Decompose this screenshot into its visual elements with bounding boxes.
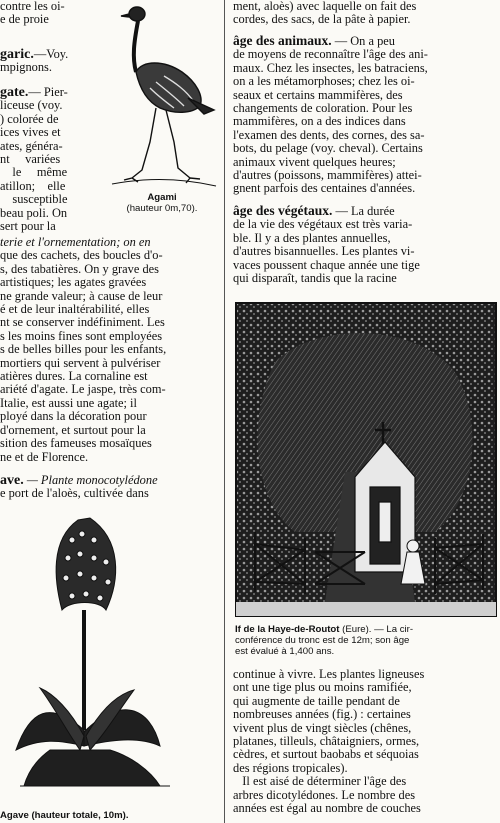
entry-text: — On a peu xyxy=(331,34,395,48)
text-line: ont une tige plus ou moins ramifiée, xyxy=(233,680,412,695)
text-line: seaux et certains mammifères, des xyxy=(233,87,403,102)
text-line: cèdres, et surtout baobabs et séquoias xyxy=(233,747,419,762)
text-line: cordes, des sacs, de la pâte à papier. xyxy=(233,12,411,27)
text-line: ates, généra- xyxy=(0,138,63,153)
text-line: années est égal au nombre de couches xyxy=(233,801,421,816)
text-line: e port de l'aloès, cultivée dans xyxy=(0,486,149,501)
text-line: artistiques; les agates gravées xyxy=(0,275,147,290)
text-line: changements de coloration. Pour les xyxy=(233,101,413,116)
text-line: beau poli. On xyxy=(0,205,68,220)
right-column xyxy=(229,0,500,823)
text-line: ices vives et xyxy=(0,125,61,140)
text-line: vaces poussent chaque année une tige xyxy=(233,257,420,272)
text-line: sition des fameuses mosaïques xyxy=(0,436,152,451)
entry-agate xyxy=(0,86,98,233)
agate-continued xyxy=(0,236,220,464)
text-line: liceuse (voy. xyxy=(0,98,63,113)
caption-text: est évalué à 1,400 ans. xyxy=(235,646,335,657)
text-line: mammifères, on a des indices dans xyxy=(233,114,406,129)
left-top-text xyxy=(0,0,92,27)
agave-illustration xyxy=(10,510,200,800)
text-line: arbres dicotylédones. Le nombre des xyxy=(233,787,416,802)
entry-term: âge des végétaux. xyxy=(233,203,333,218)
entry-text: — Pier- xyxy=(28,85,68,99)
entry-text: —Voy. xyxy=(33,47,69,61)
text-line: platanes, tilleuls, châtaigniers, ormes, xyxy=(233,734,420,749)
text-line: s les moins fines sont employées xyxy=(0,328,163,343)
text-line: Il est aisé de déterminer l'âge des xyxy=(233,774,407,789)
text-line: de la vie des végétaux est très varia- xyxy=(233,217,413,232)
text-line: qui disparaît, tandis que la racine xyxy=(233,271,397,286)
text-line: animaux vivent quelques heures; xyxy=(233,154,396,169)
text-line: ment, aloès) avec laquelle on fait des xyxy=(233,0,417,13)
entry-agave xyxy=(0,474,220,501)
text-line: des régions tropicales). xyxy=(233,760,348,775)
text-line: de moyens de reconnaître l'âge des ani- xyxy=(233,47,428,62)
entry-agaric xyxy=(0,48,96,75)
if-caption xyxy=(235,624,497,657)
if-tree-illustration xyxy=(235,302,497,617)
column-rule xyxy=(224,0,225,823)
text-line: nt variées xyxy=(0,152,61,167)
text-line: d'ornement, et surtout pour la xyxy=(0,422,146,437)
text-line: continue à vivre. Les plantes ligneuses xyxy=(233,667,425,681)
entry-term: ave. xyxy=(0,473,24,488)
text-line: d'autres bisannuelles. Les plantes vi- xyxy=(233,244,415,259)
entry-term: âge des animaux. xyxy=(233,33,332,48)
entry-term: gate. xyxy=(0,85,29,100)
text-line: que des cachets, des boucles d'o- xyxy=(0,248,163,263)
text-line: le même xyxy=(0,165,68,180)
agami-illustration xyxy=(104,2,220,192)
entry-text: — La durée xyxy=(332,204,395,218)
text-line: mortiers qui servent à pulvériser xyxy=(0,355,161,370)
entry-age-des-vegetaux xyxy=(233,204,499,285)
text-line: contre les oi- xyxy=(0,0,65,13)
text-line: Italie, est aussi une agate; il xyxy=(0,395,137,410)
text-line: ariété d'agate. Le jaspe, très com- xyxy=(0,382,166,397)
text-line: atillon; elle xyxy=(0,178,66,193)
text-line: ble. Il y a des plantes annuelles, xyxy=(233,230,391,245)
text-line: susceptible xyxy=(0,192,68,207)
text-line: ployé dans la décoration pour xyxy=(0,409,147,424)
text-line xyxy=(0,236,220,249)
text-line: é et de leur inaltérabilité, elles xyxy=(0,302,150,317)
text-line: nt se conserver indéfiniment. Les xyxy=(0,315,165,330)
agave-caption xyxy=(0,810,220,821)
left-column xyxy=(0,0,220,823)
entry-term: garic. xyxy=(0,47,34,62)
text-line: d'autres (poissons, mammifères) attei- xyxy=(233,168,422,183)
text-line: l'examen des dents, des cornes, des sa- xyxy=(233,127,425,142)
text-line: s, des tabatières. On y grave des xyxy=(0,261,159,276)
caption-text: (Eure). — La cir- xyxy=(339,624,414,635)
caption-title: Agami xyxy=(147,192,177,203)
text-line: vivent plus de vingt siècles (chênes, xyxy=(233,720,412,735)
text-fragment: terie et l'ornementation; on en xyxy=(0,235,151,249)
entry-text: — Plante monocotylédone xyxy=(23,473,158,487)
text-line: maux. Chez les insectes, les batraciens, xyxy=(233,60,428,75)
vegetaux-continued xyxy=(233,668,499,815)
text-line: atières dures. La cornaline est xyxy=(0,369,148,384)
text-line: on a les métamorphoses; chez les oi- xyxy=(233,74,415,89)
caption-text: conférence du tronc est de 12m; son âge xyxy=(235,635,410,646)
text-line: s de belles billes pour les enfants, xyxy=(0,342,167,357)
text-line: bots, du pelage (voy. cheval). Certains xyxy=(233,141,423,156)
right-top-text xyxy=(233,0,499,27)
text-line: ne et de Florence. xyxy=(0,449,89,464)
text-line: qui augmente de taille pendant de xyxy=(233,693,400,708)
text-line: nombreuses années (fig.) : certaines xyxy=(233,707,411,722)
entry-text: mpignons. xyxy=(0,60,52,75)
caption-title: If de la Haye-de-Routot xyxy=(235,624,340,635)
text-line: ne grande valeur; à cause de leur xyxy=(0,288,163,303)
text-line: e de proie xyxy=(0,12,49,27)
text-line: gnent parfois des centaines d'années. xyxy=(233,181,416,196)
caption-text: (hauteur 0m,70). xyxy=(126,203,198,214)
caption-text: Agave (hauteur totale, 10m). xyxy=(0,810,129,821)
entry-age-des-animaux xyxy=(233,34,499,196)
text-line: sert pour la xyxy=(0,219,56,234)
text-line: ) colorée de xyxy=(0,111,59,126)
agami-caption xyxy=(106,192,218,214)
